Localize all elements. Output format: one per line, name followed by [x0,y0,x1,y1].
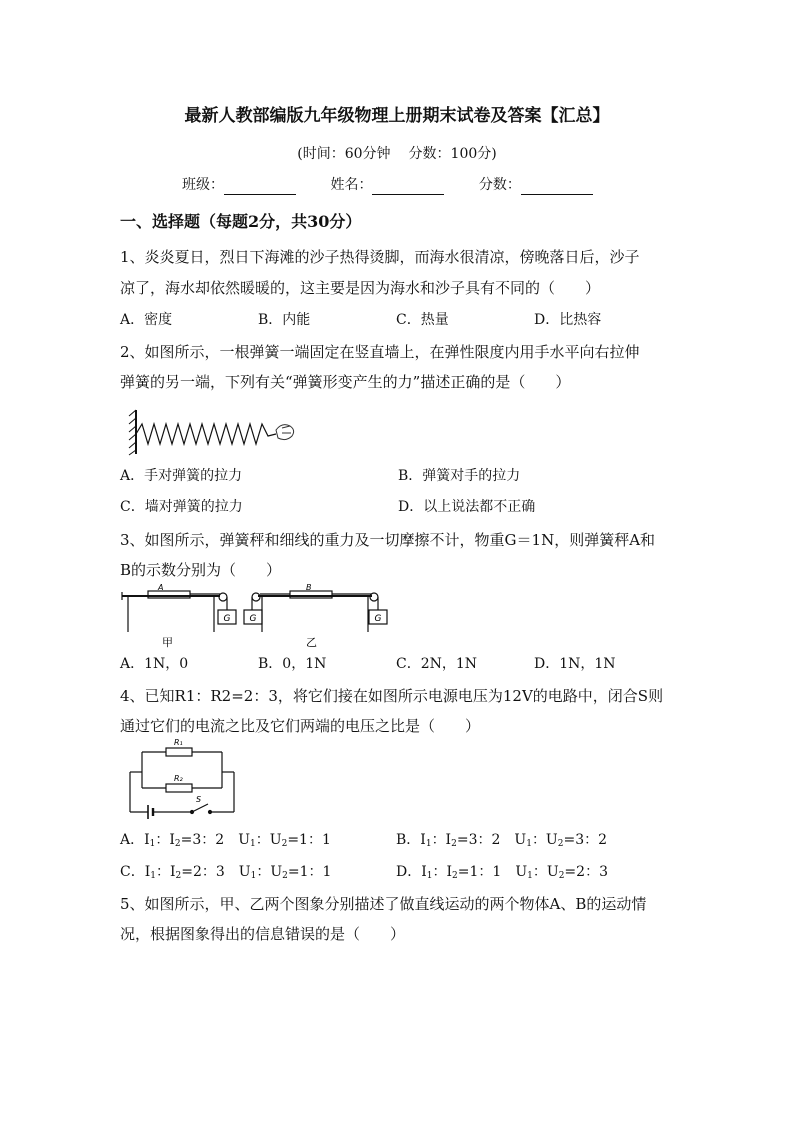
q3-line2: B的示数分别为（ ） [120,561,282,579]
circuit-figure [122,738,242,818]
q3-option-d[interactable]: D．1N，1N [534,656,616,672]
student-info-fields [182,175,623,195]
q2-option-c[interactable]: C．墙对弹簧的拉力 [120,499,243,515]
exam-time: (时间：60分钟 [297,146,391,162]
class-field[interactable]: 班级： [182,175,296,195]
table-jia [122,591,236,632]
exam-score: 分数：100分) [408,146,497,162]
q4-option-a[interactable]: A．$I_1$：$I_2=3$：2 $U_1$：$U_2=1$：1 [120,832,331,849]
q5-line2: 况，根据图象得出的信息错误的是（ ） [120,925,406,943]
q3-line1: 3、如图所示，弹簧秤和细线的重力及一切摩擦不计，物重G＝1N，则弹簧秤A和 [120,531,656,549]
table-yi [244,591,387,632]
r2-label: R₂ [174,774,183,783]
q4-line2: 通过它们的电流之比及它们两端的电压之比是（ ） [120,717,481,735]
q1-option-b[interactable]: B．内能 [258,312,311,328]
q4-option-d[interactable]: D．$I_1$：$I_2=1$：1 $U_1$：$U_2=2$：3 [396,864,608,881]
q5-line1: 5、如图所示，甲、乙两个图象分别描述了做直线运动的两个物体A、B的运动情 [120,895,647,913]
scale-b-label: B [306,583,312,592]
section-heading: 一、选择题（每题2分，共30分） [120,212,362,231]
hand-icon [276,425,294,440]
exam-subtitle [0,144,794,164]
switch-label: S [196,795,202,804]
score-field[interactable]: 分数： [479,175,593,195]
q3-option-a[interactable]: A．1N，0 [120,656,189,672]
weight-g-left: G [223,614,231,624]
q2-option-d[interactable]: D．以上说法都不正确 [398,499,536,515]
scale-a-label: A [158,583,164,592]
q3-option-b[interactable]: B．0，1N [258,656,327,672]
r1-label: R₁ [174,738,183,747]
weight-g-right1: G [249,614,257,624]
figure-label-yi: 乙 [306,636,317,649]
q1-option-d[interactable]: D．比热容 [534,312,602,328]
weight-g-right2: G [374,614,382,624]
q4-line1: 4、已知R1：R2=2：3，将它们接在如图所示电源电压为12V的电路中，闭合S则 [120,687,664,705]
spring-figure [126,406,301,456]
spring-scale-figure [120,583,390,650]
q1-line1: 1、炎炎夏日，烈日下海滩的沙子热得烫脚，而海水很清凉，傍晚落日后，沙子 [120,248,640,266]
q2-option-b[interactable]: B．弹簧对手的拉力 [398,468,521,484]
q1-option-c[interactable]: C．热量 [396,312,449,328]
q2-option-a[interactable]: A．手对弹簧的拉力 [120,468,243,484]
q1-option-a[interactable]: A．密度 [120,312,173,328]
q4-option-b[interactable]: B．$I_1$：$I_2=3$：2 $U_1$：$U_2=3$：2 [396,832,608,849]
q2-line1: 2、如图所示，一根弹簧一端固定在竖直墙上，在弹性限度内用手水平向右拉伸 [120,343,640,361]
name-field[interactable]: 姓名： [330,175,444,195]
q3-option-c[interactable]: C．2N，1N [396,656,478,672]
q2-line2: 弹簧的另一端，下列有关“弹簧形变产生的力”描述正确的是（ ） [120,373,571,391]
q1-line2: 凉了，海水却依然暖暖的，这主要是因为海水和沙子具有不同的（ ） [120,279,601,297]
q4-option-c[interactable]: C．$I_1$：$I_2=2$：3 $U_1$：$U_2=1$：1 [120,864,332,881]
exam-title: 最新人教部编版九年级物理上册期末试卷及答案【汇总】 [184,106,610,126]
figure-label-jia: 甲 [162,636,173,649]
